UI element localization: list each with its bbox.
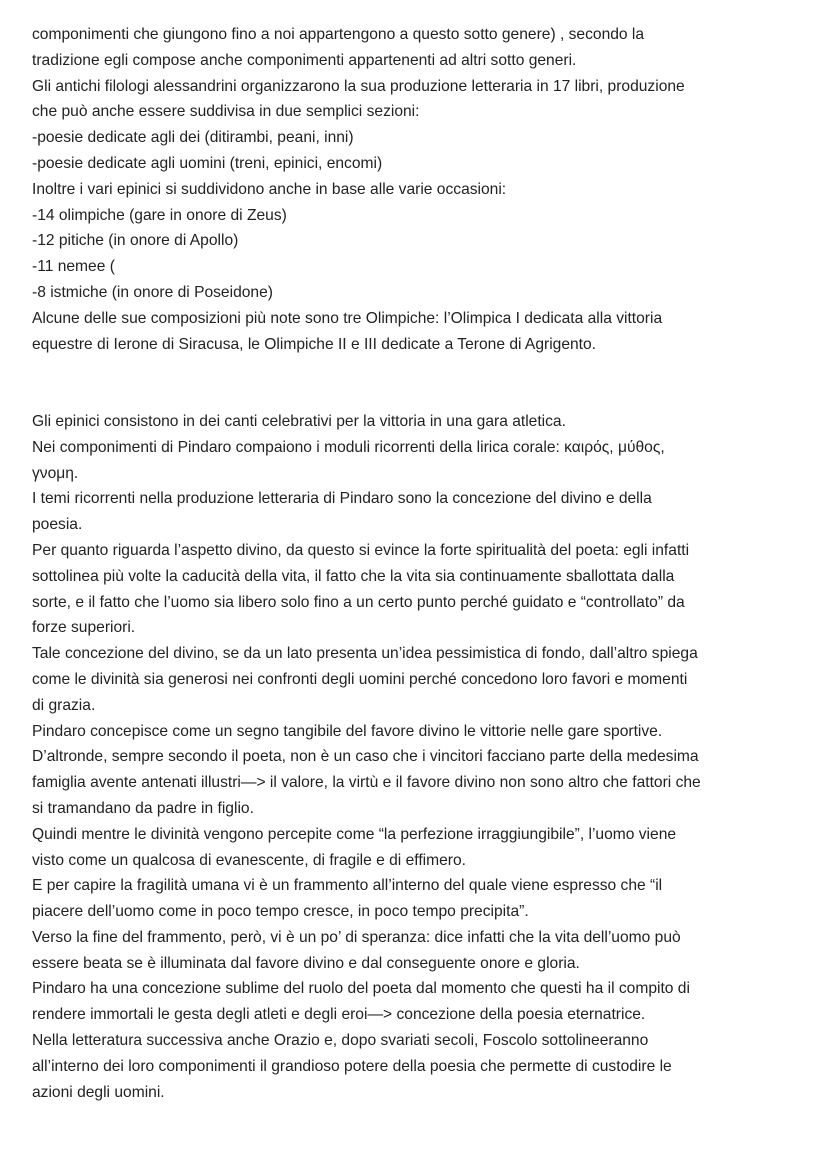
text-line: che può anche essere suddivisa in due semplici sezioni:	[32, 103, 420, 121]
text-line: Verso la fine del frammento, però, vi è un po’ di speranza: dice infatti che la vita dell’uomo può	[32, 928, 681, 946]
text-line: -11 nemee (	[32, 258, 115, 276]
text-line: azioni degli uomini.	[32, 1083, 165, 1101]
text-line: -14 olimpiche (gare in onore di Zeus)	[32, 206, 287, 224]
text-line: Gli antichi filologi alessandrini organizzarono la sua produzione letteraria in 17 libri, produzione	[32, 77, 685, 95]
text-line: essere beata se è illuminata dal favore divino e dal conseguente onore e gloria.	[32, 954, 580, 972]
text-line: equestre di Ierone di Siracusa, le Olimpiche II e III dedicate a Terone di Agrigento.	[32, 335, 597, 353]
text-line: poesia.	[32, 516, 83, 534]
text-line: Nei componimenti di Pindaro compaiono i moduli ricorrenti della lirica corale: καιρός, μύθος,	[32, 438, 665, 456]
text-line: Pindaro ha una concezione sublime del ruolo del poeta dal momento che questi ha il compito di	[32, 980, 690, 998]
text-line: D’altronde, sempre secondo il poeta, non è un caso che i vincitori facciano parte della medesima	[32, 748, 699, 766]
text-line: sottolinea più volte la caducità della vita, il fatto che la vita sia continuamente sballottata dalla	[32, 567, 675, 585]
text-line: -8 istmiche (in onore di Poseidone)	[32, 283, 273, 301]
text-line: Inoltre i vari epinici si suddividono anche in base alle varie occasioni:	[32, 180, 507, 198]
text-line: I temi ricorrenti nella produzione letteraria di Pindaro sono la concezione del divino e della	[32, 490, 652, 508]
text-line: famiglia avente antenati illustri—> il valore, la virtù e il favore divino non sono altro che fattori che	[32, 774, 701, 792]
text-line: Per quanto riguarda l’aspetto divino, da questo si evince la forte spiritualità del poeta: egli infatti	[32, 541, 690, 559]
text-line: come le divinità sia generosi nei confronti degli uomini perché concedono loro favori e momenti	[32, 670, 688, 688]
text-line: rendere immortali le gesta degli atleti e degli eroi—> concezione della poesia eternatrice.	[32, 1006, 646, 1024]
text-line: di grazia.	[32, 696, 96, 714]
text-line: -poesie dedicate agli dei (ditirambi, peani, inni)	[32, 129, 354, 147]
text-line: Quindi mentre le divinità vengono percepite come “la perfezione irraggiungibile”, l’uomo viene	[32, 825, 677, 843]
text-section-epinici-themes	[32, 409, 822, 1106]
text-section-list-of-works	[32, 22, 822, 357]
text-line: piacere dell’uomo come in poco tempo cresce, in poco tempo precipita”.	[32, 903, 529, 921]
text-line: sorte, e il fatto che l’uomo sia libero solo fino a un certo punto perché guidato e “controllato” da	[32, 593, 685, 611]
text-line: γνομη.	[32, 464, 79, 482]
text-line: visto come un qualcosa di evanescente, di fragile e di effimero.	[32, 851, 466, 869]
text-line: Pindaro concepisce come un segno tangibile del favore divino le vittorie nelle gare sportive.	[32, 722, 663, 740]
document-body	[32, 22, 822, 1105]
text-line: E per capire la fragilità umana vi è un frammento all’interno del quale viene espresso che “il	[32, 877, 663, 895]
text-line: tradizione egli compose anche componimenti appartenenti ad altri sotto generi.	[32, 51, 577, 69]
text-line: componimenti che giungono fino a noi appartengono a questo sotto genere) , secondo la	[32, 26, 645, 43]
text-line: forze superiori.	[32, 619, 136, 637]
text-line: Gli epinici consistono in dei canti celebrativi per la vittoria in una gara atletica.	[32, 412, 566, 430]
text-line: -poesie dedicate agli uomini (treni, epinici, encomi)	[32, 154, 383, 172]
paragraph-gap	[32, 357, 822, 409]
text-line: si tramandano da padre in figlio.	[32, 799, 254, 817]
text-line: -12 pitiche (in onore di Apollo)	[32, 232, 239, 250]
text-line: Nella letteratura successiva anche Orazio e, dopo svariati secoli, Foscolo sottolineeranno	[32, 1032, 649, 1050]
text-line: all’interno dei loro componimenti il grandioso potere della poesia che permette di custodire le	[32, 1057, 672, 1075]
text-line: Alcune delle sue composizioni più note sono tre Olimpiche: l’Olimpica I dedicata alla vittoria	[32, 309, 663, 327]
text-line: Tale concezione del divino, se da un lato presenta un’idea pessimistica di fondo, dall’altro spiega	[32, 645, 698, 663]
